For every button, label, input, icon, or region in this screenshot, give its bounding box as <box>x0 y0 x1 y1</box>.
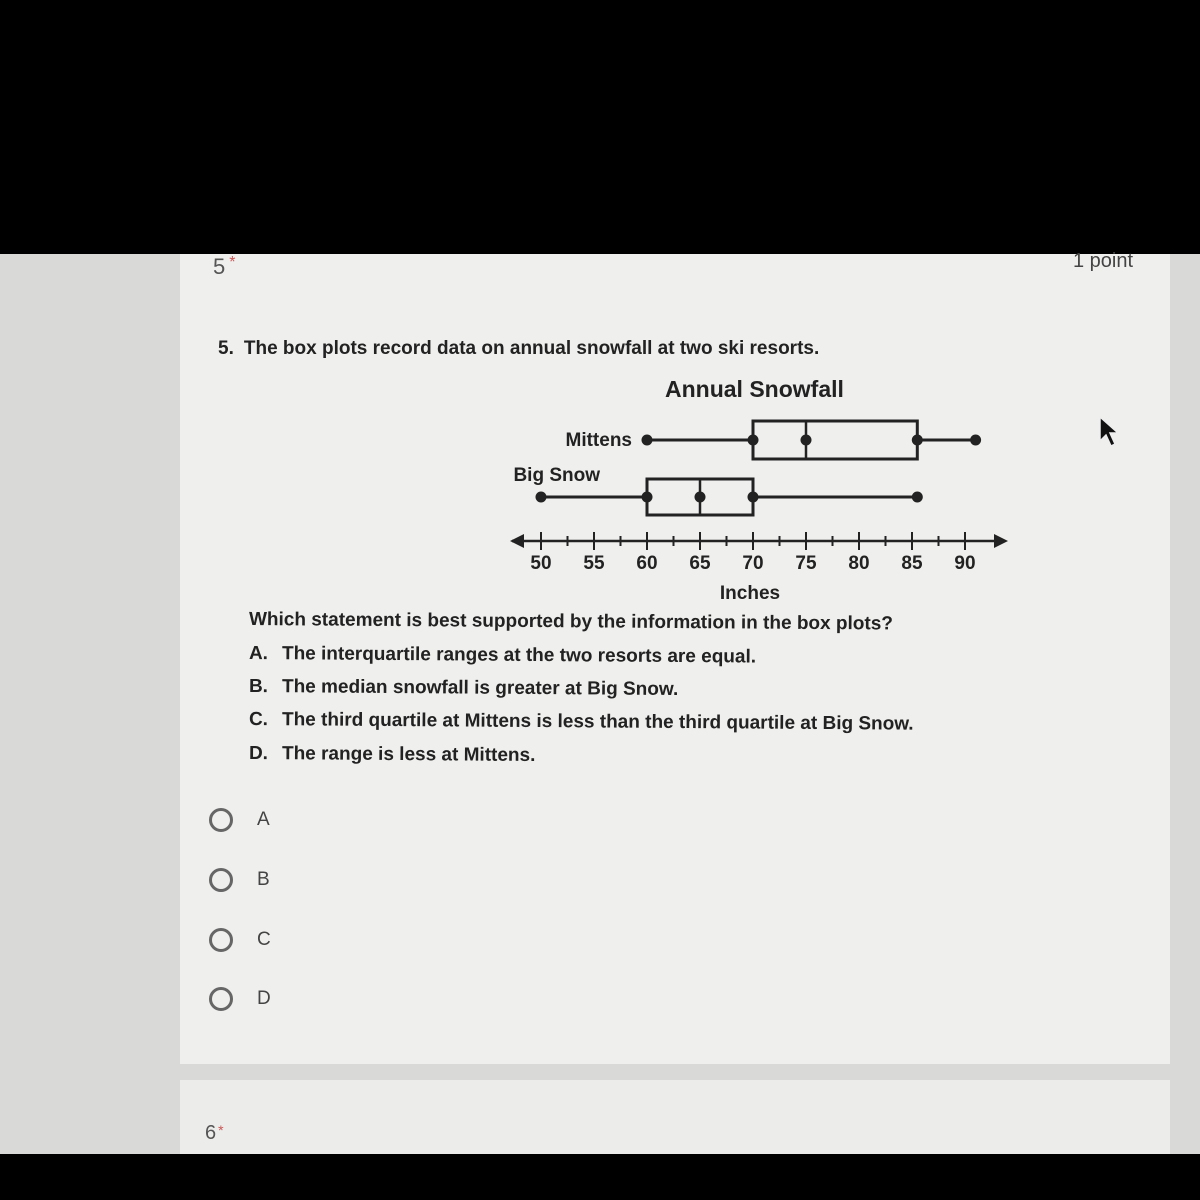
next-required-mark: * <box>218 1122 224 1138</box>
tick-label: 50 <box>530 553 552 574</box>
five-number-point <box>912 492 923 503</box>
box-plot-layer <box>510 421 1008 604</box>
iqr-box <box>753 421 917 459</box>
radio-button-a[interactable] <box>209 808 233 832</box>
points-label: 1 point <box>1073 250 1134 272</box>
option-label-d: D <box>257 988 271 1009</box>
question-prompt: Which statement is best supported by the information in the box plots? <box>248 609 893 635</box>
statement-letter: B. <box>248 676 269 698</box>
tick-label: 60 <box>636 553 658 574</box>
problem-text: The box plots record data on annual snowfall at two ski resorts. <box>243 338 820 359</box>
five-number-point <box>642 435 653 446</box>
statement-text: The median snowfall is greater at Big Snow. <box>281 676 679 700</box>
next-question-card <box>180 1080 1170 1154</box>
tick-label: 55 <box>583 553 605 574</box>
option-label-a: A <box>257 809 270 830</box>
option-d[interactable] <box>209 984 271 1014</box>
tick-label: 80 <box>848 553 870 574</box>
chart-title: Annual Snowfall <box>665 376 844 402</box>
tick-label: 90 <box>954 553 976 574</box>
statement-d <box>249 743 536 767</box>
five-number-point <box>695 492 706 503</box>
required-mark: * <box>229 254 236 271</box>
option-b[interactable] <box>209 865 270 895</box>
statement-letter: A. <box>248 643 269 665</box>
series-label: Big Snow <box>513 465 600 486</box>
five-number-point <box>970 435 981 446</box>
option-label-b: B <box>257 869 270 890</box>
radio-button-b[interactable] <box>209 868 233 892</box>
option-label-c: C <box>257 929 271 950</box>
statement-letter: C. <box>248 709 269 731</box>
problem-number: 5. <box>218 338 234 359</box>
tick-label: 65 <box>689 553 711 574</box>
five-number-point <box>642 492 653 503</box>
option-a[interactable] <box>209 805 270 835</box>
tick-label: 85 <box>901 553 923 574</box>
x-axis-label: Inches <box>719 583 781 604</box>
five-number-point <box>912 435 923 446</box>
five-number-point <box>536 492 547 503</box>
option-c[interactable] <box>209 925 271 955</box>
statement-c <box>249 709 914 736</box>
radio-button-c[interactable] <box>209 928 233 952</box>
statement-text: The third quartile at Mittens is less than the third quartile at Big Snow. <box>281 709 914 735</box>
five-number-point <box>748 492 759 503</box>
statement-b <box>249 676 678 701</box>
statement-a <box>249 643 756 669</box>
statement-letter: D. <box>248 743 269 765</box>
radio-button-d[interactable] <box>209 987 233 1011</box>
question-number: 5 * <box>213 254 236 279</box>
next-question-number: 6 * <box>205 1122 224 1144</box>
axis-arrow-left <box>510 534 524 548</box>
statement-text: The range is less at Mittens. <box>281 743 536 766</box>
five-number-point <box>801 435 812 446</box>
tick-label: 70 <box>742 553 764 574</box>
five-number-point <box>748 435 759 446</box>
statement-text: The interquartile ranges at the two resorts are equal. <box>281 643 757 668</box>
series-label: Mittens <box>565 430 632 451</box>
mouse-pointer-icon <box>1098 415 1120 449</box>
axis-arrow-right <box>994 534 1008 548</box>
tick-label: 75 <box>795 553 817 574</box>
